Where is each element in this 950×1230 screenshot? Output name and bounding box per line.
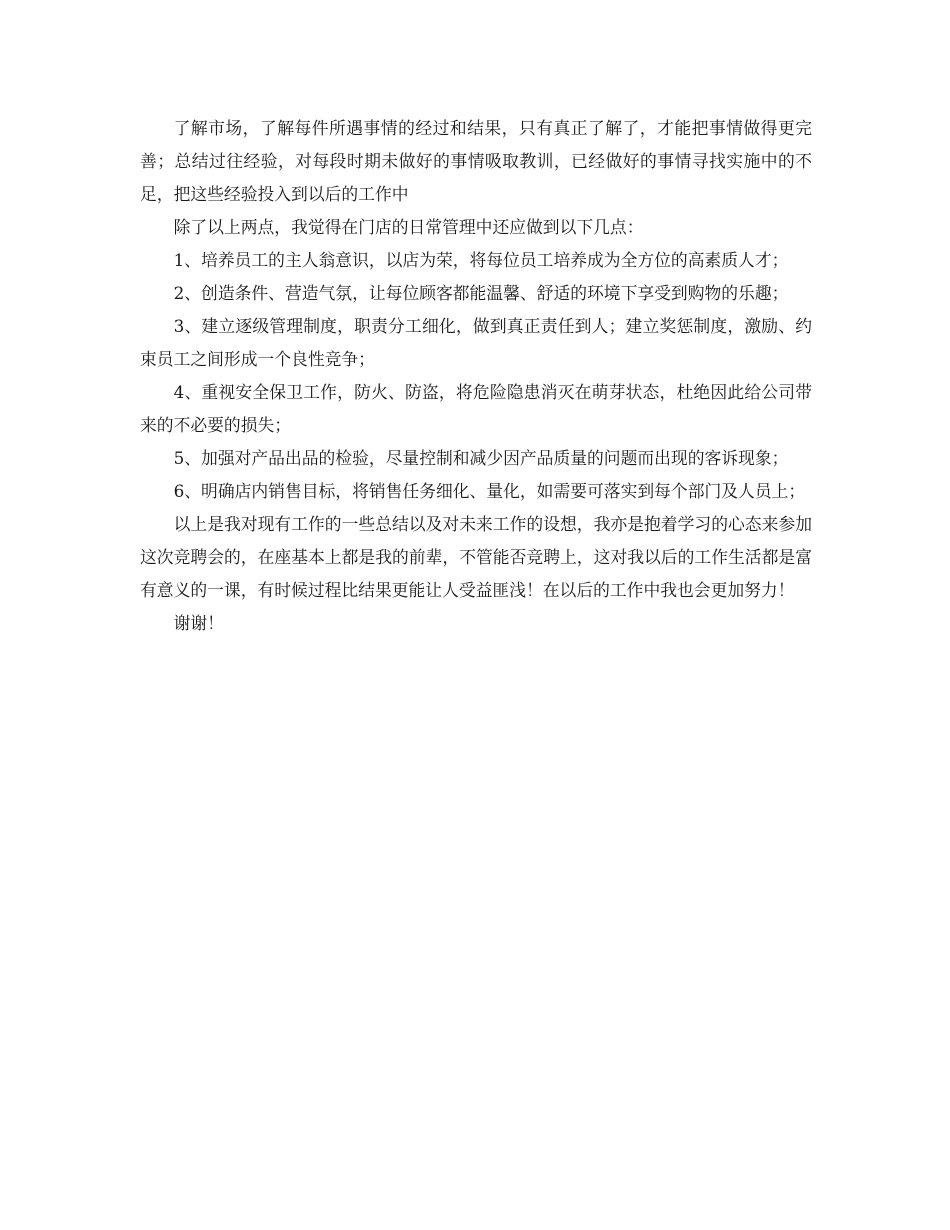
list-item-5: 5、加强对产品出品的检验，尽量控制和减少因产品质量的问题而出现的客诉现象；: [173, 448, 789, 468]
list-item-2: 2、创造条件、营造气氛，让每位顾客都能温馨、舒适的环境下享受到购物的乐趣；: [173, 283, 789, 303]
list-item-4: 4、重视安全保卫工作，防火、防盗，将危险隐患消灭在萌芽状态，杜绝因此给公司带来的不必要的损失；: [140, 382, 812, 435]
paragraph-conclusion: 以上是我对现有工作的一些总结以及对未来工作的设想，我亦是抱着学习的心态来参加这次竞聘会的，在座基本上都是我的前辈，不管能否竞聘上，这对我以后的工作生活都是富有意义的一课，有时候过程比结果更能让人受益匪浅！在以后的工作中我也会更加努力！: [140, 514, 812, 600]
document-page: [140, 112, 812, 640]
paragraph-thanks: 谢谢！: [173, 613, 224, 633]
list-item-6: 6、明确店内销售目标，将销售任务细化、量化，如需要可落实到每个部门及人员上；: [173, 481, 806, 501]
list-item-1: 1、培养员工的主人翁意识，以店为荣，将每位员工培养成为全方位的高素质人才；: [173, 250, 789, 270]
paragraph-market-summary: 了解市场，了解每件所遇事情的经过和结果，只有真正了解了，才能把事情做得更完善；总结过往经验，对每段时期未做好的事情吸取教训，已经做好的事情寻找实施中的不足，把这些经验投入到以后的工作中: [140, 118, 812, 204]
list-item-3: 3、建立逐级管理制度，职责分工细化，做到真正责任到人；建立奖惩制度，激励、约束员工之间形成一个良性竞争；: [140, 316, 812, 369]
paragraph-intro-points: 除了以上两点，我觉得在门店的日常管理中还应做到以下几点：: [173, 217, 644, 237]
